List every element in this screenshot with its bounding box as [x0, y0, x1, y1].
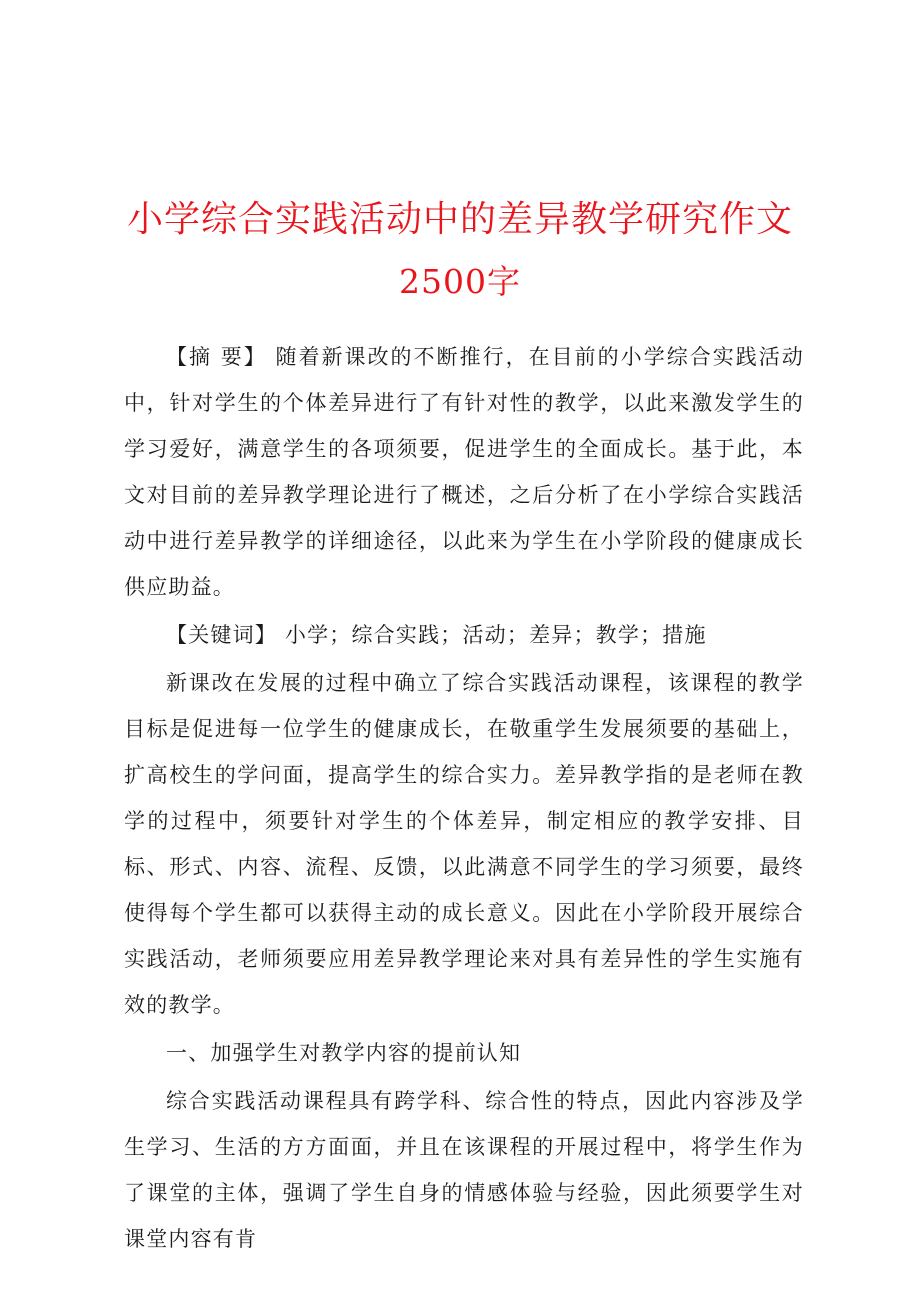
intro-paragraph: 新课改在发展的过程中确立了综合实践活动课程，该课程的教学目标是促进每一位学生的健康成长，在敬重学生发展须要的基础上，扩高校生的学问面，提高学生的综合实力。差异教学指的是老师在教学的过程中，须要针对学生的个体差异，制定相应的教学安排、目标、形式、内容、流程、反馈，以此满意不同学生的学习须要，最终使得每个学生都可以获得主动的成长意义。因此在小学阶段开展综合实践活动，老师须要应用差异教学理论来对具有差异性的学生实施有效的教学。	[124, 671, 804, 1017]
document-body	[124, 334, 804, 1262]
title-line-2: 2500字	[399, 262, 521, 301]
abstract-paragraph: 【摘 要】 随着新课改的不断推行，在目前的小学综合实践活动中，针对学生的个体差异进行了有针对性的教学，以此来激发学生的学习爱好，满意学生的各项须要，促进学生的全面成长。基于此，本文对目前的差异教学理论进行了概述，之后分析了在小学综合实践活动中进行差异教学的详细途径，以此来为学生在小学阶段的健康成长供应助益。	[124, 345, 804, 599]
keywords-paragraph: 【关键词】 小学；综合实践；活动；差异；教学；措施	[166, 623, 707, 647]
section-heading-1: 一、加强学生对教学内容的提前认知	[166, 1041, 522, 1065]
title-line-1: 小学综合实践活动中的差异教学研究作文	[126, 199, 793, 240]
section-1-paragraph: 综合实践活动课程具有跨学科、综合性的特点，因此内容涉及学生学习、生活的方方面面，并且在该课程的开展过程中，将学生作为了课堂的主体，强调了学生自身的情感体验与经验，因此须要学生对课堂内容有肯	[124, 1089, 804, 1251]
document-title	[0, 192, 920, 310]
